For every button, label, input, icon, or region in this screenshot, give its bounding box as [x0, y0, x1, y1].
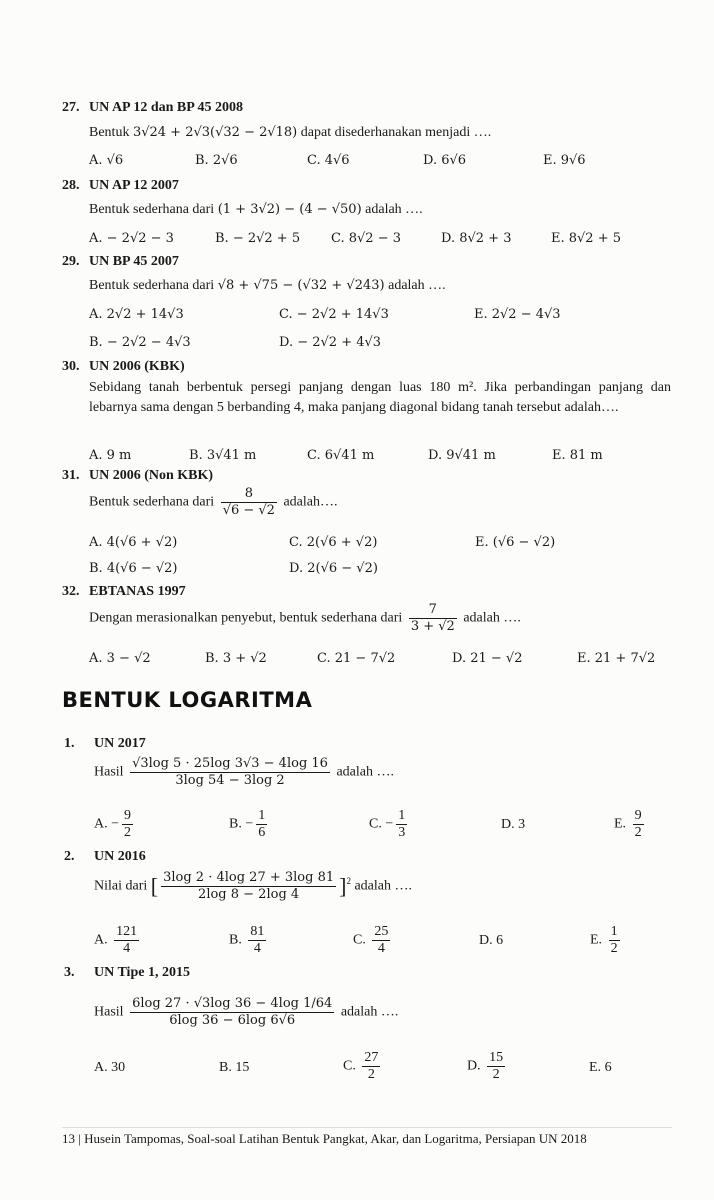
- option-letter: D.: [479, 933, 493, 948]
- fraction-numerator: 9: [634, 808, 642, 823]
- fraction-numerator: 6log 27 · √3log 36 − 4log 1/64: [132, 996, 333, 1011]
- fraction-denominator: 3: [398, 825, 406, 840]
- answer-option: [219, 1060, 249, 1076]
- option-value: 30: [111, 1060, 126, 1075]
- question-stem: [89, 278, 446, 294]
- question-stem: [94, 870, 412, 903]
- fraction-numerator: 27: [364, 1050, 379, 1065]
- stem-suffix: adalah ….: [365, 202, 423, 217]
- answer-option: [501, 817, 525, 833]
- stem-prefix: Hasil: [94, 1004, 124, 1020]
- fraction-numerator: 81: [250, 924, 265, 939]
- option-letter: D.: [467, 1058, 481, 1074]
- question-number: 29.: [62, 254, 80, 269]
- answer-option: A. 9 m: [89, 448, 132, 463]
- stem-prefix: Dengan merasionalkan penyebut, bentuk sederhana dari: [89, 610, 403, 626]
- answer-option: D. 8√2 + 3: [441, 231, 512, 246]
- answer-option: [229, 924, 269, 957]
- question-number: 3.: [64, 965, 75, 980]
- fraction-denominator: 2: [124, 825, 132, 840]
- fraction-denominator: 3log 54 − 3log 2: [130, 772, 330, 789]
- option-letter: E.: [589, 1060, 602, 1075]
- question-source: UN 2006 (Non KBK): [89, 468, 214, 483]
- fraction-denominator: 4: [114, 940, 139, 957]
- fraction-denominator: 6: [258, 825, 266, 840]
- stem-fraction: [161, 870, 336, 903]
- fraction-numerator: 3log 2 · 4log 27 + 3log 81: [163, 870, 335, 885]
- answer-option: B. 3 + √2: [205, 651, 267, 666]
- option-letter: E.: [590, 932, 603, 948]
- answer-option: E. 2√2 − 4√3: [474, 307, 561, 322]
- option-letter: A.: [94, 816, 108, 832]
- fraction-numerator: 121: [116, 924, 138, 939]
- fraction-numerator: 9: [124, 808, 132, 823]
- answer-option: D. 21 − √2: [452, 651, 523, 666]
- fraction-denominator: 2: [610, 941, 618, 956]
- answer-option: [467, 1050, 508, 1083]
- option-value: 15: [235, 1060, 250, 1075]
- question-source: UN BP 45 2007: [89, 254, 179, 269]
- stem-prefix: Bentuk: [89, 125, 130, 140]
- stem-suffix: dapat disederhanakan menjadi ….: [300, 125, 492, 140]
- option-value: 6: [496, 933, 504, 948]
- option-letter: C.: [343, 1058, 356, 1074]
- page-footer: 13 | Husein Tampomas, Soal-soal Latihan Bentuk Pangkat, Akar, dan Logaritma, Persiapan UN 2018: [62, 1131, 587, 1146]
- fraction-denominator: √6 − √2: [222, 503, 275, 518]
- answer-option: B. − 2√2 + 5: [215, 231, 301, 246]
- question-stem: [94, 996, 398, 1029]
- stem-suffix: adalah ….: [388, 278, 446, 293]
- stem-prefix: Nilai dari: [94, 878, 148, 894]
- question-source: UN 2006 (KBK): [89, 359, 185, 374]
- stem-prefix: Bentuk sederhana dari: [89, 202, 215, 217]
- answer-option: [94, 808, 136, 841]
- question-source: UN 2017: [94, 736, 146, 751]
- answer-option: C. − 2√2 + 14√3: [279, 307, 389, 322]
- answer-option: [590, 924, 623, 957]
- stem-suffix: adalah ….: [340, 1004, 399, 1020]
- stem-fraction: [409, 602, 457, 635]
- option-letter: C.: [353, 932, 366, 948]
- answer-option: D. − 2√2 + 4√3: [279, 335, 382, 350]
- answer-option: B. − 2√2 − 4√3: [89, 335, 191, 350]
- option-sign: −: [245, 816, 254, 832]
- section-title: BENTUK LOGARITMA: [62, 688, 313, 712]
- stem-suffix: adalah ….: [336, 764, 394, 780]
- question-stem: [89, 486, 338, 519]
- left-bracket: [: [150, 873, 159, 899]
- answer-option: E. 81 m: [552, 448, 603, 463]
- question-source: UN AP 12 2007: [89, 178, 179, 193]
- answer-option: [353, 924, 393, 957]
- option-letter: A.: [94, 1060, 108, 1075]
- stem-fraction: [130, 996, 334, 1029]
- answer-option: [614, 808, 647, 841]
- fraction-numerator: 8: [244, 486, 253, 501]
- answer-option: [229, 808, 270, 841]
- question-stem: [89, 125, 491, 141]
- question-stem: [89, 202, 423, 218]
- answer-option: A. − 2√2 − 3: [89, 231, 174, 246]
- right-bracket: ]: [339, 873, 347, 899]
- fraction-numerator: 1: [610, 924, 618, 939]
- question-number: 32.: [62, 584, 80, 599]
- answer-option: [94, 1060, 125, 1076]
- fraction-denominator: 2: [362, 1066, 380, 1083]
- question-source: EBTANAS 1997: [89, 584, 186, 599]
- answer-option: E. 8√2 + 5: [551, 231, 622, 246]
- stem-fraction: [130, 756, 330, 789]
- answer-option: C. 4√6: [307, 153, 350, 168]
- question-number: 30.: [62, 359, 80, 374]
- fraction-denominator: 2: [487, 1066, 505, 1083]
- stem-expression: (1 + 3√2) − (4 − √50): [217, 202, 362, 217]
- question-number: 27.: [62, 100, 80, 115]
- answer-option: C. 6√41 m: [307, 448, 375, 463]
- option-sign: −: [385, 816, 394, 832]
- question-number: 2.: [64, 849, 75, 864]
- stem-suffix: adalah ….: [354, 878, 412, 894]
- fraction-numerator: 25: [374, 924, 389, 939]
- fraction-denominator: 4: [372, 940, 390, 957]
- stem-suffix: adalah ….: [463, 610, 521, 626]
- answer-option: E. (√6 − √2): [475, 535, 556, 550]
- stem-prefix: Bentuk sederhana dari: [89, 494, 215, 510]
- answer-option: E. 21 + 7√2: [577, 651, 656, 666]
- question-source: UN 2016: [94, 849, 146, 864]
- stem-prefix: Hasil: [94, 764, 124, 780]
- question-number: 28.: [62, 178, 80, 193]
- answer-option: B. 2√6: [195, 153, 238, 168]
- answer-option: [369, 808, 410, 841]
- exponent: 2: [346, 876, 351, 887]
- fraction-denominator: 3 + √2: [410, 619, 455, 634]
- answer-option: B. 3√41 m: [189, 448, 257, 463]
- fraction-denominator: 4: [248, 940, 266, 957]
- fraction-denominator: 2log 8 − 2log 4: [161, 886, 336, 903]
- question-source: UN Tipe 1, 2015: [94, 965, 190, 980]
- stem-expression: √8 + √75 − (√32 + √243): [217, 278, 385, 293]
- option-sign: −: [111, 816, 120, 832]
- option-value: 6: [604, 1060, 612, 1075]
- footer-divider: [62, 1127, 672, 1128]
- question-source: UN AP 12 dan BP 45 2008: [89, 100, 244, 115]
- answer-option: D. 6√6: [423, 153, 467, 168]
- answer-option: C. 21 − 7√2: [317, 651, 396, 666]
- fraction-numerator: √3log 5 · 25log 3√3 − 4log 16: [132, 756, 328, 771]
- question-number: 31.: [62, 468, 80, 483]
- stem-prefix: Bentuk sederhana dari: [89, 278, 215, 293]
- stem-fraction: [221, 486, 277, 519]
- option-value: 3: [518, 817, 526, 832]
- option-letter: E.: [614, 816, 627, 832]
- question-stem: Sebidang tanah berbentuk persegi panjang dengan luas 180 m². Jika perbandingan panjang dan lebarnya sama dengan 5 berbanding 4, maka panjang diagonal bidang tanah tersebut adalah….: [89, 380, 671, 415]
- option-letter: C.: [369, 816, 382, 832]
- answer-option: B. 4(√6 − √2): [89, 561, 178, 576]
- fraction-numerator: 1: [258, 808, 266, 823]
- answer-option: A. 4(√6 + √2): [89, 535, 178, 550]
- answer-option: E. 9√6: [543, 153, 586, 168]
- question-stem: [89, 602, 521, 635]
- answer-option: [589, 1060, 612, 1076]
- stem-suffix: adalah….: [283, 494, 338, 510]
- option-letter: B.: [229, 932, 242, 948]
- fraction-denominator: 2: [634, 825, 642, 840]
- answer-option: [94, 924, 142, 957]
- stem-expression: 3√24 + 2√3(√32 − 2√18): [132, 125, 298, 140]
- answer-option: A. 3 − √2: [89, 651, 151, 666]
- option-letter: B.: [229, 816, 242, 832]
- question-number: 1.: [64, 736, 75, 751]
- fraction-numerator: 15: [489, 1050, 504, 1065]
- answer-option: D. 2(√6 − √2): [289, 561, 378, 576]
- answer-option: D. 9√41 m: [428, 448, 496, 463]
- option-letter: A.: [94, 932, 108, 948]
- option-letter: B.: [219, 1060, 232, 1075]
- answer-option: [343, 1050, 383, 1083]
- fraction-numerator: 1: [398, 808, 406, 823]
- fraction-denominator: 6log 36 − 6log 6√6: [130, 1012, 334, 1029]
- answer-option: [479, 933, 503, 949]
- answer-option: C. 8√2 − 3: [331, 231, 402, 246]
- question-stem: [94, 756, 394, 789]
- fraction-numerator: 7: [428, 602, 437, 617]
- answer-option: A. √6: [89, 153, 124, 168]
- option-letter: D.: [501, 817, 515, 832]
- answer-option: C. 2(√6 + √2): [289, 535, 378, 550]
- answer-option: A. 2√2 + 14√3: [89, 307, 184, 322]
